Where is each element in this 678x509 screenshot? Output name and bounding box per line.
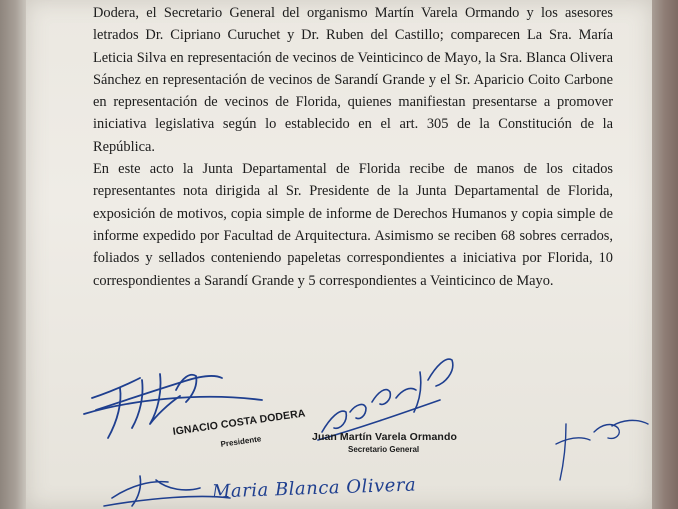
president-stamp-name: IGNACIO COSTA DODERA (172, 407, 307, 438)
handwritten-name: Maria Blanca Olivera (211, 474, 417, 503)
secretary-stamp-role: Secretario General (348, 445, 420, 454)
president-stamp-role: Presidente (220, 434, 262, 449)
secretary-signature (318, 359, 453, 440)
margin-signature (556, 420, 648, 480)
paragraph-comparecen: Dodera, el Secretario General del organismo Martín Varela Ormando y los asesores letrados Dr. Cipriano Curuchet y Dr. Ruben del Castillo; comparecen La Sra. María Leticia Silva en representación de vecinos de Veinticinco de Mayo, la Sra. Blanca Olivera Sánchez en representación de vecinos de Sarandí Grande y el Sr. Aparicio Coito Carbone en representación de vecinos de Florida, quienes manifiestan presentarse a promover iniciativa legislativa según lo establecido en el art. 305 de la Constitución de la República. (93, 5, 613, 155)
secretary-stamp-name: Juan Martín Varela Ormando (312, 431, 457, 443)
paragraph-recepcion: En este acto la Junta Departamental de Florida recibe de manos de los citados representantes nota dirigida al Sr. Presidente de la Junta Departamental de Florida, exposición de motivos, copia simple de informe de Derechos Humanos y copia simple de informe expedido por Facultad de Arquitectura. Asimismo se reciben 68 sobres cerrados, foliados y sellados conteniendo papeletas correspondientes a iniciativa por Florida, 10 correspondientes a Sarandí Grande y 5 correspondientes a Veinticinco de Mayo. (93, 161, 613, 289)
